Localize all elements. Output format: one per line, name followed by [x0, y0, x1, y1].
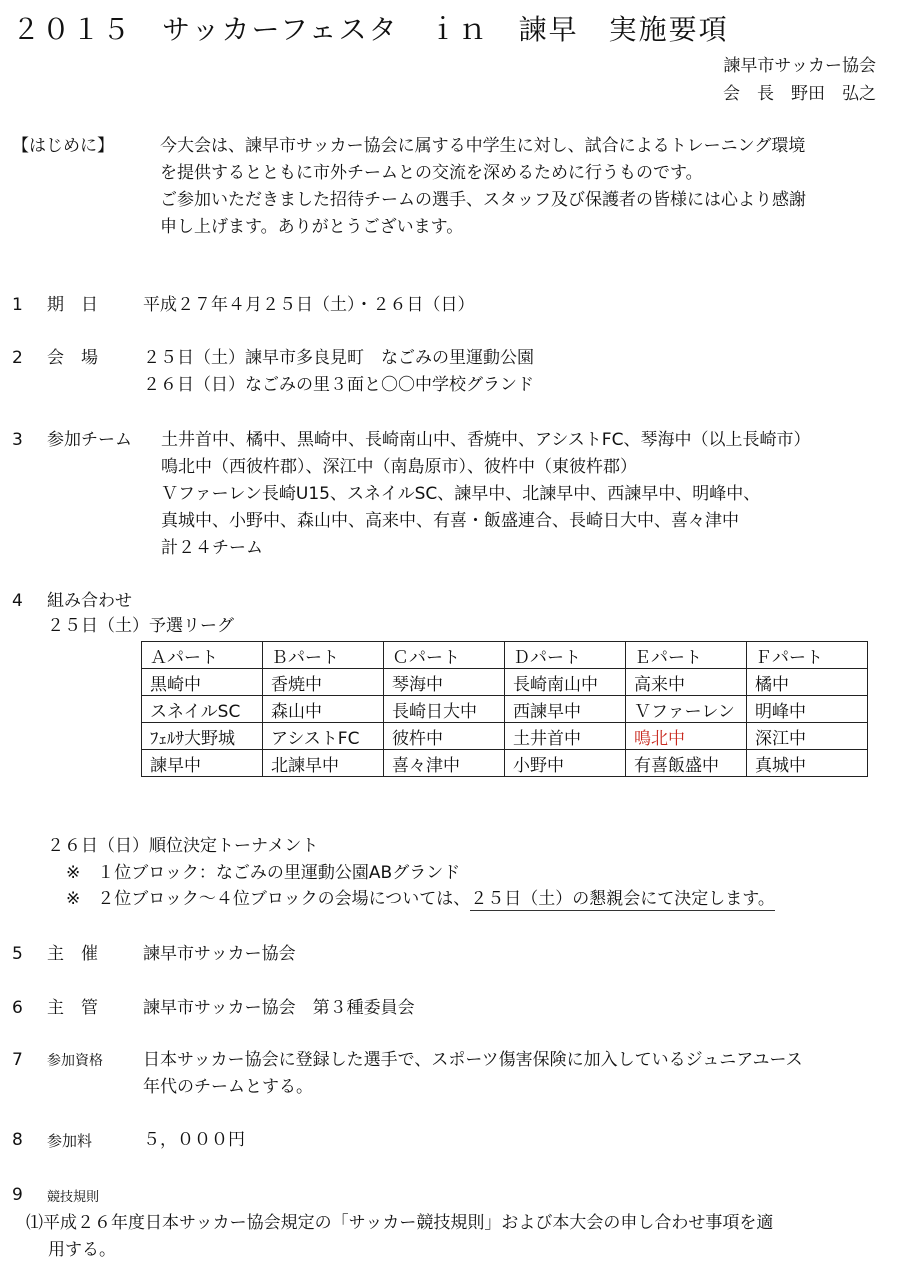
team-line: 土井首中、橘中、黒崎中、長崎南山中、香焼中、アシストFC、琴海中（以上長崎市） [161, 430, 811, 450]
section-2-value [143, 345, 534, 399]
team-count: 計２４チーム [161, 538, 263, 558]
table-header-cell: Ａパート [142, 642, 263, 669]
table-cell: アシストFC [263, 723, 384, 750]
table-cell: 長崎日大中 [384, 696, 505, 723]
intro-line: 今大会は、諫早市サッカー協会に属する中学生に対し、試合によるトレーニング環境 [160, 136, 806, 156]
table-cell: 彼杵中 [384, 723, 505, 750]
eligibility-line: 年代のチームとする。 [143, 1077, 313, 1097]
table-cell: 真城中 [747, 750, 868, 777]
page-title: ２０１５ サッカーフェスタ ｉｎ 諫早 実施要項 [12, 13, 729, 46]
rules-line: ⑴平成２６年度日本サッカー協会規定の「サッカー競技規則」および本大会の申し合わせ事項を適 [26, 1213, 774, 1233]
section-8-value: ５，０００円 [143, 1130, 245, 1150]
intro-text [160, 133, 806, 241]
table-cell: スネイルSC [142, 696, 263, 723]
table-header-cell: Ｄパート [505, 642, 626, 669]
table-cell: 小野中 [505, 750, 626, 777]
section-5-label: 主 催 [47, 944, 98, 964]
section-6-label: 主 管 [47, 998, 98, 1018]
section-7-number: 7 [12, 1050, 23, 1070]
section-2-label: 会 場 [47, 348, 98, 368]
section-3-number: 3 [12, 430, 23, 450]
table-header-cell: Ｂパート [263, 642, 384, 669]
section-2-number: 2 [12, 348, 23, 368]
league-table [141, 641, 868, 777]
section-9-label: 競技規則 [47, 1190, 100, 1205]
table-row [142, 696, 868, 723]
table-cell: 黒崎中 [142, 669, 263, 696]
section-6-number: 6 [12, 998, 23, 1018]
intro-line: を提供するとともに市外チームとの交流を深めるために行うものです。 [160, 163, 703, 183]
section-7-label: 参加資格 [47, 1053, 103, 1069]
section-8-label: 参加料 [47, 1132, 93, 1150]
table-cell: 橘中 [747, 669, 868, 696]
day2-heading: ２６日（日）順位決定トーナメント [47, 836, 319, 856]
table-cell: 深江中 [747, 723, 868, 750]
day1-heading: ２５日（土）予選リーグ [47, 616, 234, 636]
section-1-label: 期 日 [47, 295, 98, 315]
table-cell: 明峰中 [747, 696, 868, 723]
section-6-value: 諫早市サッカー協会 第３種委員会 [143, 998, 415, 1018]
table-cell: 土井首中 [505, 723, 626, 750]
table-cell: 西諫早中 [505, 696, 626, 723]
rules-line: 用する。 [48, 1240, 116, 1260]
eligibility-line: 日本サッカー協会に登録した選手で、スポーツ傷害保険に加入しているジュニアユース [143, 1050, 803, 1070]
intro-label: 【はじめに】 [12, 136, 114, 156]
table-cell-highlighted: 鳴北中 [626, 723, 747, 750]
table-header-cell: Ｅパート [626, 642, 747, 669]
table-cell: 香焼中 [263, 669, 384, 696]
section-9-value [26, 1210, 773, 1264]
section-7-value [143, 1047, 803, 1101]
organizer-president: 会 長 野田 弘之 [723, 84, 876, 104]
note-2-text: ※ ２位ブロック～４位ブロックの会場については、 [66, 889, 471, 909]
table-row [142, 723, 868, 750]
table-cell: 森山中 [263, 696, 384, 723]
table-cell: 長崎南山中 [505, 669, 626, 696]
section-5-number: 5 [12, 944, 23, 964]
venue-line: ２６日（日）なごみの里３面と〇〇中学校グランド [143, 375, 534, 395]
section-1-value: 平成２７年４月２５日（土）・２６日（日） [143, 295, 475, 315]
section-4-label: 組み合わせ [47, 591, 132, 611]
table-cell: 諫早中 [142, 750, 263, 777]
table-cell: 琴海中 [384, 669, 505, 696]
team-line: 鳴北中（西彼杵郡）、深江中（南島原市）、彼杵中（東彼杵郡） [161, 457, 637, 477]
team-line: 真城中、小野中、森山中、高来中、有喜・飯盛連合、長崎日大中、喜々津中 [161, 511, 739, 531]
table-row [142, 669, 868, 696]
table-cell: 北諫早中 [263, 750, 384, 777]
table-header-row [142, 642, 868, 669]
organizer-block [723, 52, 876, 108]
note-1: ※ １位ブロック：なごみの里運動公園ABグランド [66, 863, 461, 883]
intro-line: 申し上げます。ありがとうございます。 [160, 217, 464, 237]
team-line: Ｖファーレン長崎U15、スネイルSC、諫早中、北諫早中、西諫早中、明峰中、 [161, 484, 761, 504]
section-1-number: 1 [12, 295, 23, 315]
table-header-cell: Ｆパート [747, 642, 868, 669]
note-2-underlined: ２５日（土）の懇親会にて決定します。 [470, 889, 775, 909]
section-8-number: 8 [12, 1130, 23, 1150]
section-3-label: 参加チーム [47, 430, 132, 450]
table-cell: 喜々津中 [384, 750, 505, 777]
section-4-number: 4 [12, 591, 23, 611]
table-cell: 有喜飯盛中 [626, 750, 747, 777]
table-cell: 高来中 [626, 669, 747, 696]
table-cell: Ｖファーレン [626, 696, 747, 723]
table-row [142, 750, 868, 777]
section-3-value [161, 427, 810, 562]
intro-line: ご参加いただきました招待チームの選手、スタッフ及び保護者の皆様には心より感謝 [160, 190, 806, 210]
section-5-value: 諫早市サッカー協会 [143, 944, 296, 964]
note-2 [66, 886, 775, 913]
table-header-cell: Ｃパート [384, 642, 505, 669]
venue-line: ２５日（土）諫早市多良見町 なごみの里運動公園 [143, 348, 534, 368]
organizer-name: 諫早市サッカー協会 [723, 56, 876, 76]
section-9-number: 9 [12, 1185, 23, 1205]
table-cell: ﾌｪﾙｻ大野城 [142, 723, 263, 750]
